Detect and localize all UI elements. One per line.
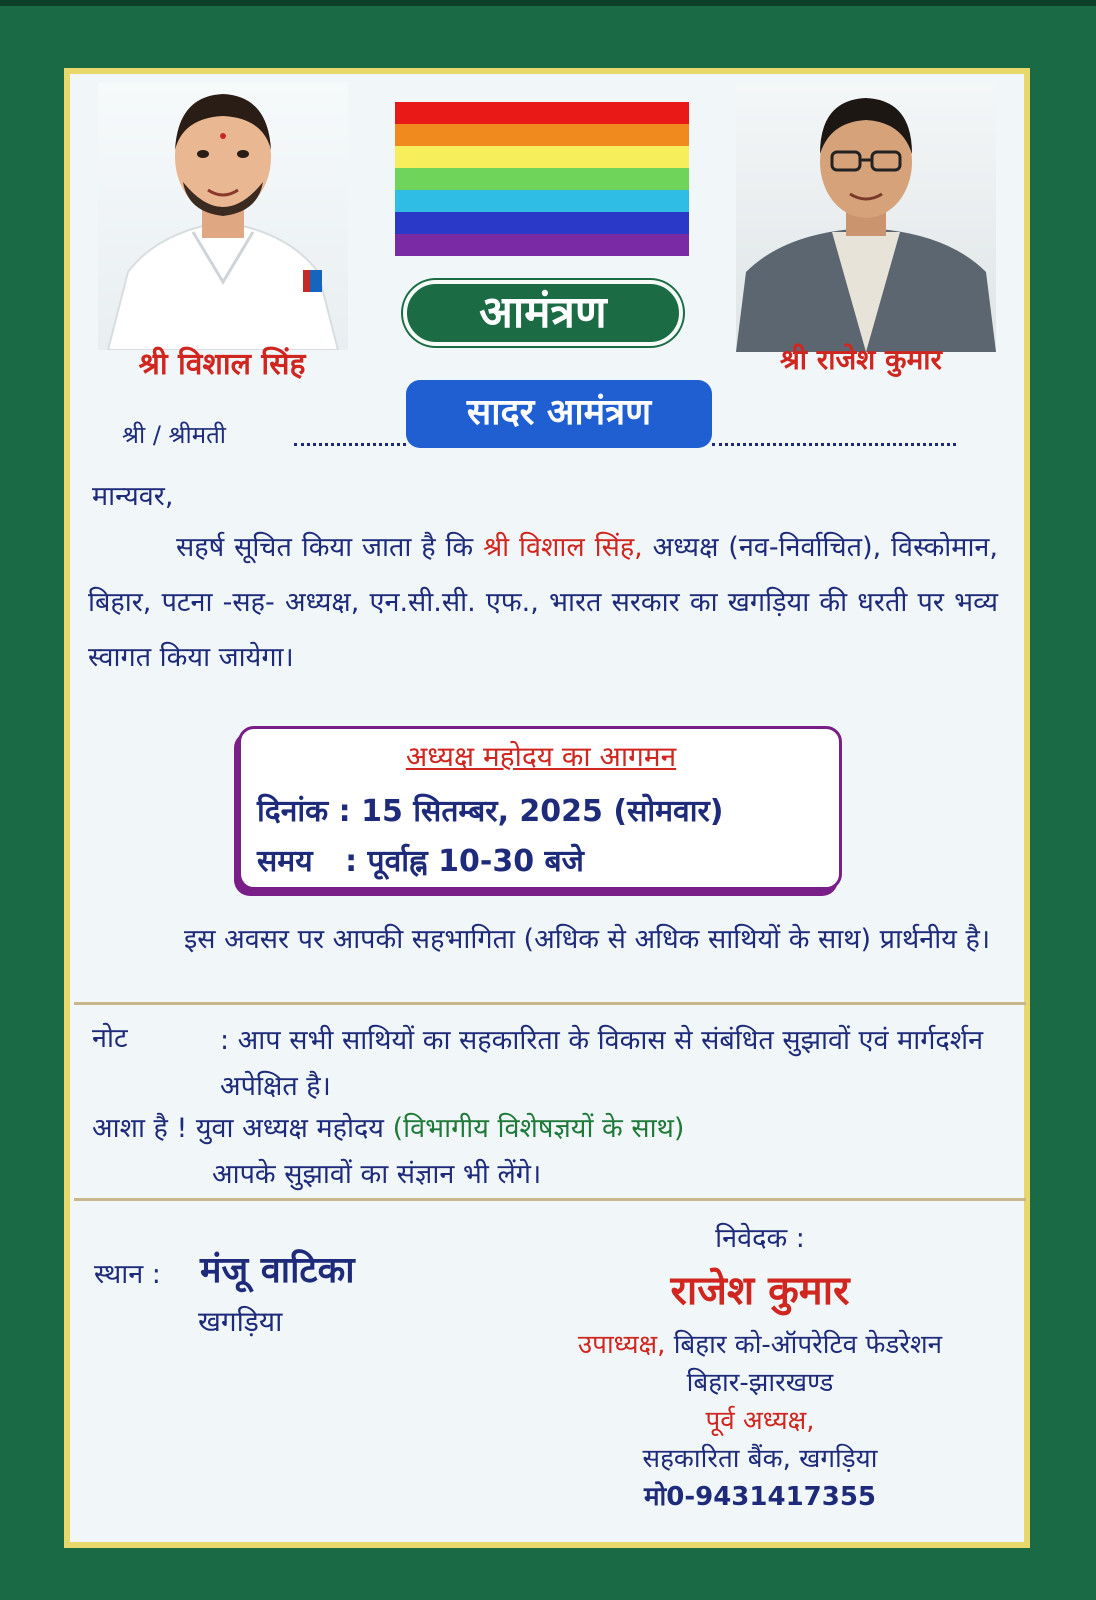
divider <box>74 1198 1026 1201</box>
participation-text: इस अवसर पर आपकी सहभागिता (अधिक से अधिक साथियों के साथ) प्रार्थनीय है। <box>184 924 991 955</box>
guest-name-highlight: श्री विशाल सिंह, <box>483 532 643 563</box>
blank-dotted-line <box>712 424 956 446</box>
flag-stripe <box>395 168 689 190</box>
flag-stripe <box>395 234 689 256</box>
designation-org: बिहार को-ऑपरेटिव फेडरेशन <box>673 1330 943 1360</box>
invitation-card <box>64 68 1030 1548</box>
event-time-row: समय : पूर्वाह्न 10-30 बजे <box>257 844 584 879</box>
time-label: समय <box>257 844 313 879</box>
venue-label: स्थान : <box>94 1259 161 1290</box>
left-person-name: श्री विशाल सिंह <box>138 347 306 382</box>
top-border-line <box>0 0 1096 6</box>
flag-stripe <box>395 146 689 168</box>
event-details-box <box>238 726 842 890</box>
rainbow-flag <box>395 102 689 256</box>
participation-paragraph <box>88 916 1000 964</box>
hope-paragraph <box>92 1106 992 1198</box>
former-org: सहकारिता बैंक, खगड़िया <box>642 1444 878 1474</box>
blank-dotted-line <box>294 424 406 446</box>
event-date-row: दिनांक : 15 सितम्बर, 2025 (सोमवार) <box>257 794 724 829</box>
flag-stripe <box>395 102 689 124</box>
venue-city: खगड़िया <box>198 1305 283 1338</box>
event-title: अध्यक्ष महोदय का आगमन <box>405 740 677 773</box>
announcement-start: सहर्ष सूचित किया जाता है कि <box>176 532 474 563</box>
former-title: पूर्व अध्यक्ष, <box>705 1406 815 1436</box>
divider <box>74 1002 1026 1005</box>
venue-name: मंजू वाटिका <box>200 1250 355 1291</box>
phone-number: मो0-9431417355 <box>643 1482 877 1512</box>
date-label: दिनांक <box>257 794 329 829</box>
signature-label: निवेदक : <box>715 1223 805 1254</box>
title-badge: आमंत्रण <box>403 280 683 346</box>
note-text: : आप सभी साथियों का सहकारिता के विकास से संबंधित सुझावों एवं मार्गदर्शन अपेक्षित है। <box>220 1025 984 1102</box>
flag-stripe <box>395 124 689 146</box>
subtitle-badge: सादर आमंत्रण <box>406 380 712 448</box>
announcement-rest: अध्यक्ष (नव-निर्वाचित), विस्कोमान, बिहार, पटना -सह- अध्यक्ष, एन.सी.सी. एफ., भारत सरकार का खगड़िया की धरती पर भव्य स्वागत किया जायेगा। <box>88 532 999 673</box>
flag-stripe <box>395 212 689 234</box>
note-label: नोट <box>92 1023 128 1054</box>
portrait-left <box>98 82 348 350</box>
hope-end: आपके सुझावों का संज्ञान भी लेंगे। <box>212 1159 542 1190</box>
time-value: पूर्वाह्न 10-30 बजे <box>367 844 584 879</box>
addressee-label: श्री / श्रीमती <box>122 421 227 449</box>
announcement-paragraph <box>88 520 998 685</box>
hope-highlight: (विभागीय विशेषज्ञयों के साथ) <box>392 1113 685 1144</box>
right-person-name: श्री राजेश कुमार <box>779 343 943 376</box>
designation-prefix: उपाध्यक्ष, <box>577 1330 666 1360</box>
greeting: मान्यवर, <box>92 481 174 512</box>
hope-start: आशा है ! युवा अध्यक्ष महोदय <box>92 1113 384 1144</box>
signatory-name: राजेश कुमार <box>670 1268 850 1314</box>
flag-stripe <box>395 190 689 212</box>
portrait-right <box>736 82 996 352</box>
designation-region: बिहार-झारखण्ड <box>686 1368 834 1398</box>
signature-block <box>510 1218 1010 1516</box>
date-value: 15 सितम्बर, 2025 (सोमवार) <box>361 794 724 829</box>
